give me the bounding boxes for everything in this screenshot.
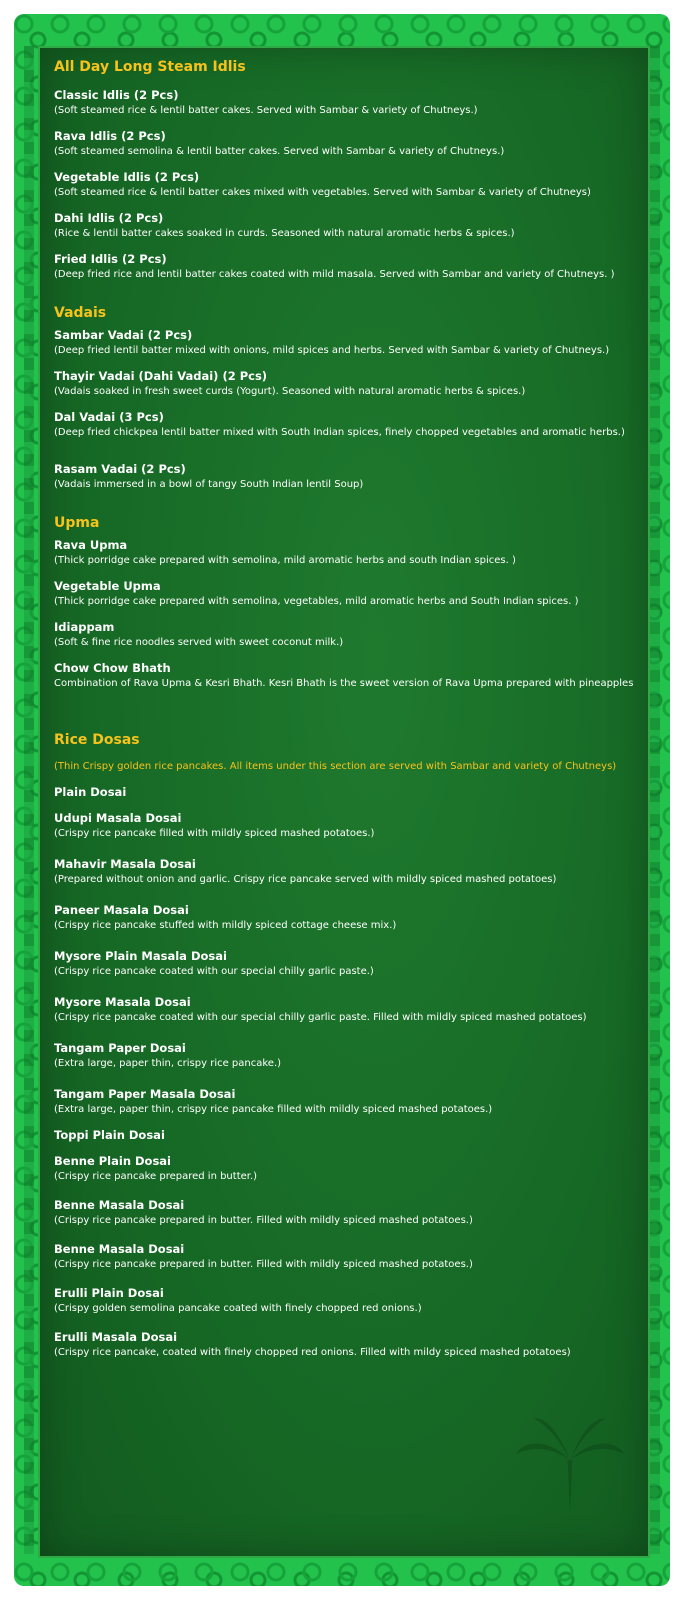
item-description: (Crispy rice pancake prepared in butter. Filled with mildly spiced mashed potatoes.)	[54, 1259, 473, 1270]
item-name: Vegetable Idlis (2 Pcs)	[54, 170, 200, 184]
item-description: (Crispy rice pancake filled with mildly spiced mashed potatoes.)	[54, 828, 375, 839]
menu-item	[54, 1198, 634, 1228]
section-note: (Thin Crispy golden rice pancakes. All items under this section are served with Sambar and variety of Chutneys)	[54, 761, 617, 772]
item-description: (Crispy rice pancake coated with our special chilly garlic paste.)	[54, 966, 374, 977]
item-description: (Crispy golden semolina pancake coated with finely chopped red onions.)	[54, 1303, 422, 1314]
menu-item	[54, 1286, 634, 1316]
item-name: Benne Masala Dosai	[54, 1242, 185, 1256]
item-name: Dahi Idlis (2 Pcs)	[54, 211, 164, 225]
item-description: (Crispy rice pancake coated with our special chilly garlic paste. Filled with mildly spiced mashed potatoes)	[54, 1012, 587, 1023]
item-description: (Soft & fine rice noodles served with sweet coconut milk.)	[54, 637, 344, 648]
item-name: Thayir Vadai (Dahi Vadai) (2 Pcs)	[54, 369, 268, 383]
item-description: (Crispy rice pancake, coated with finely chopped red onions. Filled with mildy spiced mashed potatoes)	[54, 1347, 571, 1358]
section-title-upma: Upma	[54, 515, 100, 531]
item-description: (Deep fried rice and lentil batter cakes coated with mild masala. Served with Sambar and variety of Chutneys. )	[54, 269, 615, 280]
section-title-rice-dosas: Rice Dosas	[54, 732, 140, 748]
right-pattern-strip	[650, 46, 660, 1554]
item-name: Tangam Paper Masala Dosai	[54, 1087, 236, 1101]
item-description: (Extra large, paper thin, crispy rice pancake filled with mildly spiced mashed potatoes.)	[54, 1104, 493, 1115]
item-description: (Vadais immersed in a bowl of tangy South Indian lentil Soup)	[54, 479, 364, 490]
item-description: Combination of Rava Upma & Kesri Bhath. Kesri Bhath is the sweet version of Rava Upma prepared with pineapples	[54, 678, 634, 689]
item-name: Rava Upma	[54, 538, 128, 552]
item-description: (Soft steamed rice & lentil batter cakes mixed with vegetables. Served with Sambar & variety of Chutneys)	[54, 187, 591, 198]
menu-item	[54, 995, 634, 1025]
menu-item	[54, 903, 634, 933]
menu-item	[54, 579, 634, 609]
menu-item	[54, 369, 634, 399]
menu-item	[54, 661, 634, 691]
item-name: Toppi Plain Dosai	[54, 1128, 165, 1142]
item-name: Rasam Vadai (2 Pcs)	[54, 462, 186, 476]
menu-content	[54, 58, 634, 1360]
item-description: (Prepared without onion and garlic. Crispy rice pancake served with mildly spiced mashed potatoes)	[54, 874, 557, 885]
left-pattern-strip	[24, 46, 34, 1554]
section-title-vadais: Vadais	[54, 305, 107, 321]
item-name: Idiappam	[54, 620, 115, 634]
menu-item	[54, 211, 634, 241]
item-description: (Rice & lentil batter cakes soaked in curds. Seasoned with natural aromatic herbs & spices.)	[54, 228, 515, 239]
item-name: Benne Masala Dosai	[54, 1198, 185, 1212]
item-name: Vegetable Upma	[54, 579, 161, 593]
menu-item	[54, 1128, 634, 1143]
menu-item	[54, 252, 634, 282]
item-name: Classic Idlis (2 Pcs)	[54, 88, 179, 102]
menu-item	[54, 88, 634, 118]
menu-item	[54, 1041, 634, 1071]
item-description: (Extra large, paper thin, crispy rice pancake.)	[54, 1058, 282, 1069]
item-name: Mahavir Masala Dosai	[54, 857, 196, 871]
item-name: Erulli Masala Dosai	[54, 1330, 178, 1344]
palm-tree-icon	[510, 1400, 630, 1520]
item-description: (Soft steamed rice & lentil batter cakes. Served with Sambar & variety of Chutneys.)	[54, 105, 478, 116]
item-description: (Soft steamed semolina & lentil batter cakes. Served with Sambar & variety of Chutneys.)	[54, 146, 505, 157]
item-description: (Crispy rice pancake stuffed with mildly spiced cottage cheese mix.)	[54, 920, 397, 931]
menu-item	[54, 785, 634, 800]
item-description: (Deep fried chickpea lentil batter mixed with South Indian spices, finely chopped vegetables and aromatic herbs.)	[54, 427, 625, 438]
item-description: (Deep fried lentil batter mixed with onions, mild spices and herbs. Served with Sambar & variety of Chutneys.)	[54, 345, 610, 356]
menu-item	[54, 620, 634, 650]
menu-item	[54, 462, 634, 492]
item-name: Mysore Plain Masala Dosai	[54, 949, 227, 963]
item-name: Sambar Vadai (2 Pcs)	[54, 328, 193, 342]
menu-item	[54, 129, 634, 159]
menu-item	[54, 811, 634, 841]
menu-item	[54, 170, 634, 200]
menu-item	[54, 410, 634, 440]
menu-item	[54, 1087, 634, 1117]
item-name: Mysore Masala Dosai	[54, 995, 191, 1009]
item-description: (Thick porridge cake prepared with semolina, mild aromatic herbs and south Indian spices. )	[54, 555, 516, 566]
menu-item	[54, 538, 634, 568]
menu-item	[54, 1242, 634, 1272]
menu-item	[54, 328, 634, 358]
item-description: (Crispy rice pancake prepared in butter. Filled with mildly spiced mashed potatoes.)	[54, 1215, 473, 1226]
menu-item	[54, 1154, 634, 1184]
item-description: (Thick porridge cake prepared with semolina, vegetables, mild aromatic herbs and South Indian spices. )	[54, 596, 579, 607]
item-name: Benne Plain Dosai	[54, 1154, 171, 1168]
menu-item	[54, 857, 634, 887]
item-description: (Vadais soaked in fresh sweet curds (Yogurt). Seasoned with natural aromatic herbs & spices.)	[54, 386, 526, 397]
menu-item	[54, 1330, 634, 1360]
menu-item	[54, 949, 634, 979]
item-name: Erulli Plain Dosai	[54, 1286, 164, 1300]
item-description: (Crispy rice pancake prepared in butter.)	[54, 1171, 258, 1182]
section-title-idlis: All Day Long Steam Idlis	[54, 59, 246, 75]
item-name: Fried Idlis (2 Pcs)	[54, 252, 167, 266]
item-name: Dal Vadai (3 Pcs)	[54, 410, 164, 424]
item-name: Rava Idlis (2 Pcs)	[54, 129, 166, 143]
item-name: Paneer Masala Dosai	[54, 903, 189, 917]
item-name: Udupi Masala Dosai	[54, 811, 182, 825]
item-name: Tangam Paper Dosai	[54, 1041, 186, 1055]
item-name: Chow Chow Bhath	[54, 661, 171, 675]
item-name: Plain Dosai	[54, 785, 127, 799]
